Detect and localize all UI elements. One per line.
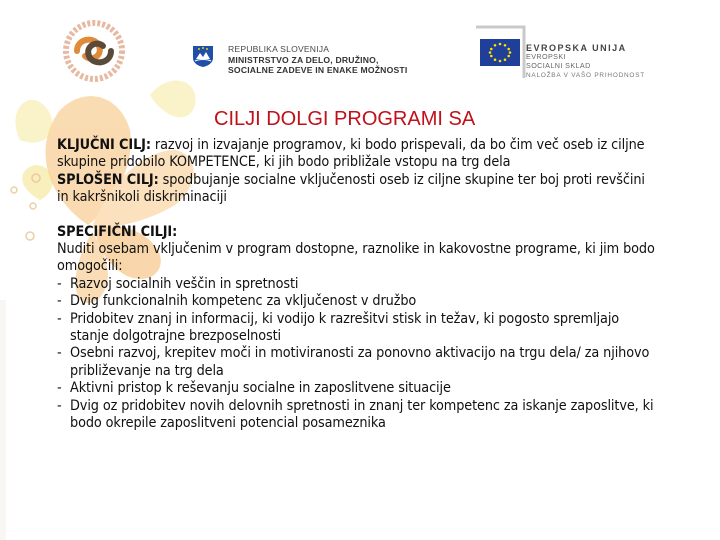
slide-title: CILJI DOLGI PROGRAMI SA [214,108,476,130]
eu-line-1: EVROPSKA UNIJA [526,43,627,53]
general-goal-paragraph [57,172,657,207]
slovenia-line-2: MINISTRSTVO ZA DELO, DRUŽINO, [228,54,379,65]
bullet-dash: - [57,293,62,310]
list-item-text: Osebni razvoj, krepitev moči in motiviranosti za ponovno aktivacijo na trgu dela/ za njihovo približevanje na trg dela [70,345,650,379]
list-item-text: Razvoj socialnih veščin in spretnosti [70,275,299,292]
bullet-dash: - [57,397,62,414]
specific-goals-heading [57,224,657,241]
eu-line-2: EVROPSKI [526,52,566,61]
spacer [57,207,657,224]
list-item [57,380,657,397]
bullet-dash: - [57,275,62,292]
slovenia-ministry-text [228,44,478,76]
list-item-text: Dvig funkcionalnih kompetenc za vključenost v družbo [70,293,417,310]
list-item-text: Pridobitev znanj in informacij, ki vodijo k razrešitvi stisk in težav, ki pogosto spremljajo stanje dolgotrajne brezposelnosti [70,310,620,345]
key-goal-paragraph [57,137,657,172]
list-item [57,293,657,310]
header [0,0,720,100]
eu-text [526,43,716,79]
list-item [57,311,657,346]
slovenia-line-3: SOCIALNE ZADEVE IN ENAKE MOŽNOSTI [228,65,408,75]
bullet-dash: - [57,345,62,362]
list-item [57,398,657,433]
org-logo-icon [55,18,133,84]
specific-goals-label: SPECIFIČNI CILJI: [57,223,178,240]
eu-flag-icon [474,25,534,80]
bullet-dash: - [57,380,62,397]
slovenia-line-1: REPUBLIKA SLOVENIJA [228,44,330,54]
general-goal-text: spodbujanje socialne vključenosti oseb iz ciljne skupine ter boj proti revščini in kakršnikoli diskriminaciji [57,171,645,206]
slide-content [57,137,657,433]
bullet-dash: - [57,310,62,327]
list-item-text: Aktivni pristop k reševanju socialne in zaposlitvene situacije [70,380,451,397]
key-goal-label: KLJUČNI CILJ: [57,137,151,153]
general-goal-label: SPLOŠEN CILJ: [57,171,159,188]
list-item [57,276,657,293]
eu-line-4: NALOŽBA V VAŠO PRIHODNOST [526,72,645,79]
list-item [57,345,657,380]
specific-intro: Nuditi osebam vključenim v program dostopne, raznolike in kakovostne programe, ki jim bodo omogočili: [57,241,655,275]
eu-line-3: SOCIALNI SKLAD [526,60,591,70]
slovenia-coat-of-arms-icon [190,44,216,68]
key-goal-text: razvoj in izvajanje programov, ki bodo prispevali, da bo čim več oseb iz ciljne skupine pridobilo KOMPETENCE, ki jih bodo približale vstopu na trg dela [57,137,645,171]
list-item-text: Dvig oz pridobitev novih delovnih spretnosti in znanj ter kompetenc za iskanje zaposlitve, ki bodo okrepile zaposlitveni potencial posameznika [70,397,654,432]
specific-goals-list [57,276,657,433]
